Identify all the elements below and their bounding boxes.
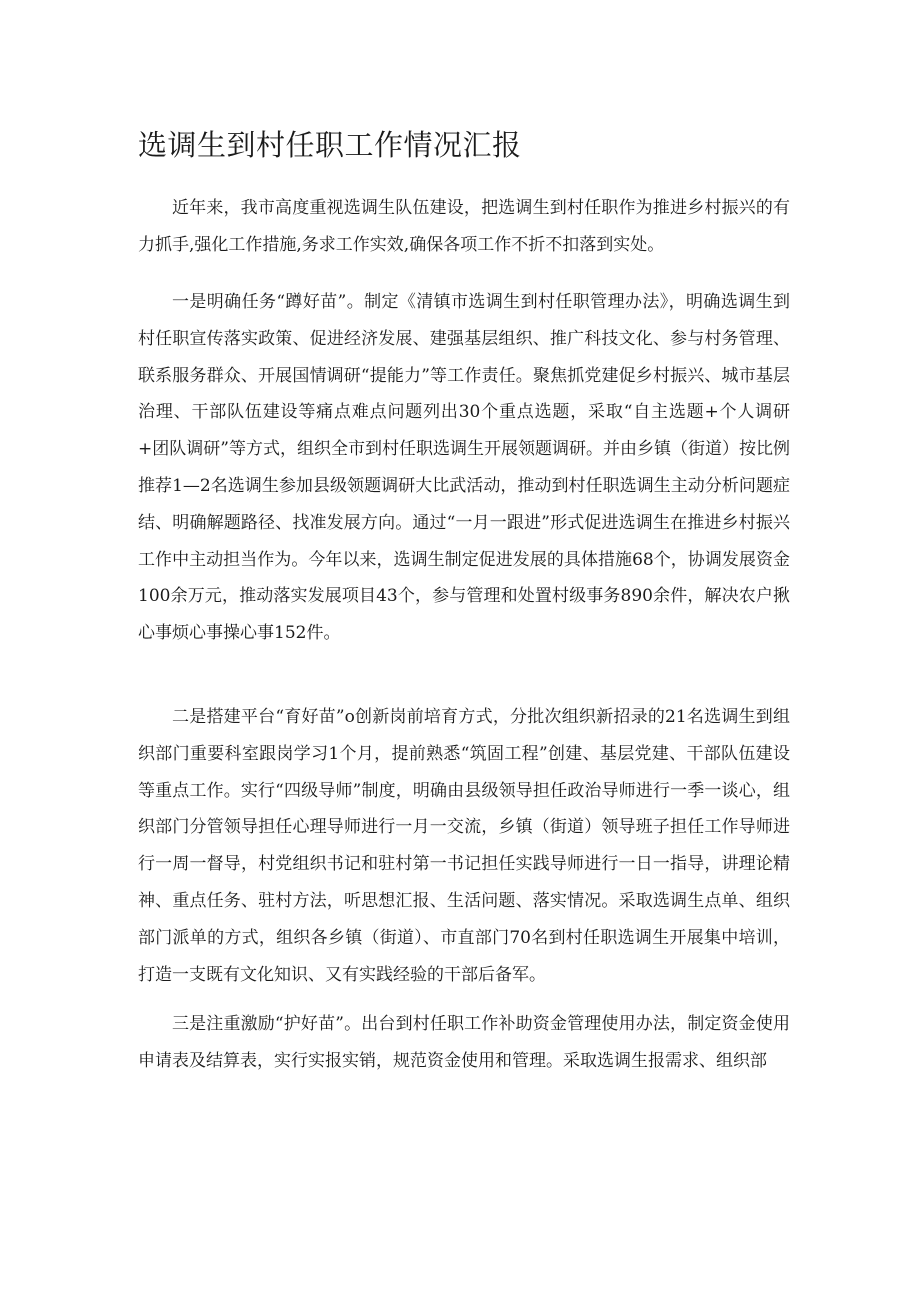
paragraph-introduction: 近年来，我市高度重视选调生队伍建设，把选调生到村任职作为推进乡村振兴的有力抓手,强化工作措施,务求工作实效,确保各项工作不折不扣落到实处。 [138,198,790,255]
paragraph-platform-building: 二是搭建平台“育好苗”o创新岗前培育方式，分批次组织新招录的21名选调生到组织部门重要科室跟岗学习1个月，提前熟悉“筑固工程”创建、基层党建、干部队伍建设等重点工作。实行“四级导师”制度，明确由县级领导担任政治导师进行一季一谈心，组织部门分管领导担任心理导师进行一月一交流，乡镇（街道）领导班子担任工作导师进行一周一督导，村党组织书记和驻村第一书记担任实践导师进行一日一指导，讲理论精神、重点任务、驻村方法，听思想汇报、生活问题、落实情况。采取选调生点单、组织部门派单的方式，组织各乡镇（街道）、市直部门70名到村任职选调生开展集中培训，打造一支既有文化知识、又有实践经验的干部后备军。 [138,707,790,985]
paragraph-incentives: 三是注重激励“护好苗”。出台到村任职工作补助资金管理使用办法，制定资金使用申请表及结算表，实行实报实销，规范资金使用和管理。采取选调生报需求、组织部 [138,1014,790,1071]
document-title: 选调生到村任职工作情况汇报 [138,128,522,162]
paragraph-task-clarification: 一是明确任务“蹲好苗”。制定《清镇市选调生到村任职管理办法》，明确选调生到村任职宣传落实政策、促进经济发展、建强基层组织、推广科技文化、参与村务管理、联系服务群众、开展国情调研“提能力”等工作责任。聚焦抓党建促乡村振兴、城市基层治理、干部队伍建设等痛点难点问题列出30个重点选题，采取“自主选题+个人调研+团队调研”等方式，组织全市到村任职选调生开展领题调研。并由乡镇（街道）按比例推荐1—2名选调生参加县级领题调研大比武活动，推动到村任职选调生主动分析问题症结、明确解题路径、找准发展方向。通过“一月一跟进”形式促进选调生在推进乡村振兴工作中主动担当作为。今年以来，选调生制定促进发展的具体措施68个，协调发展资金100余万元，推动落实发展项目43个，参与管理和处置村级事务890余件，解决农户揪心事烦心事操心事152件。 [138,292,790,644]
